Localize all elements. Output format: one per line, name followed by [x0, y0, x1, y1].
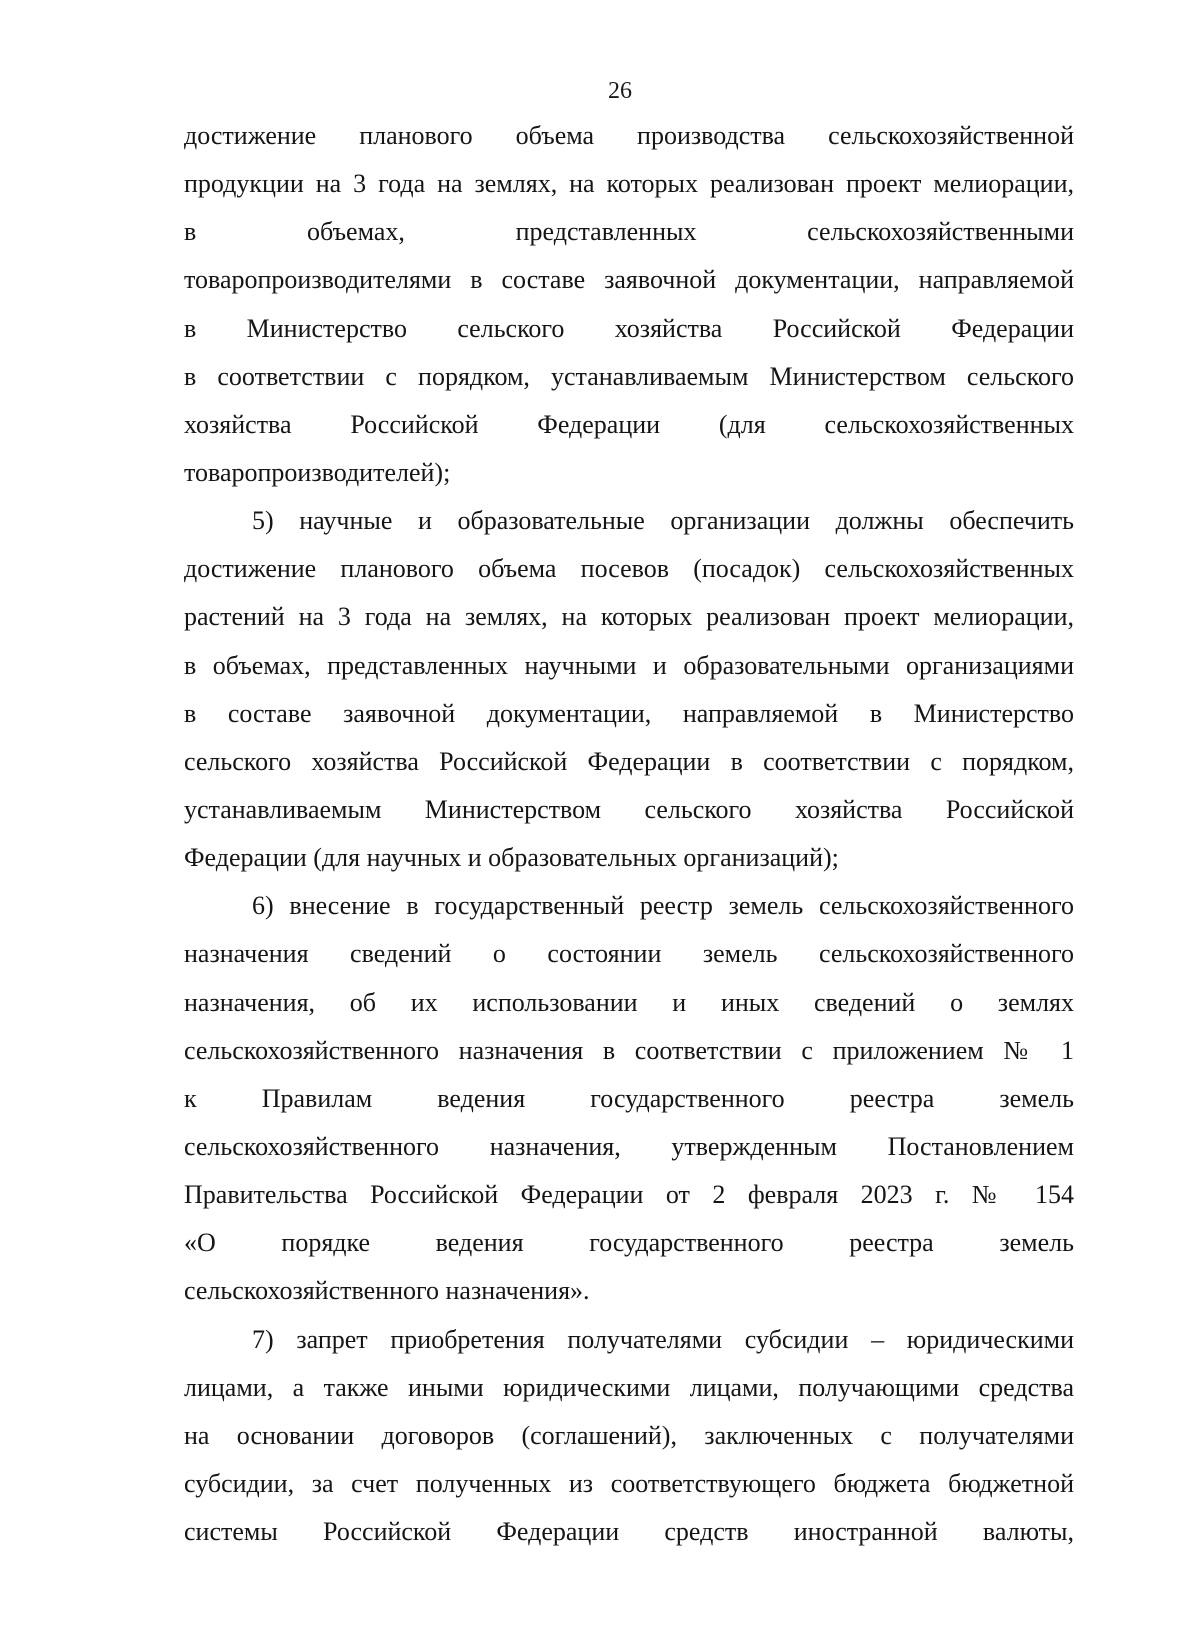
text-line: 6) внесение в государственный реестр земель сельскохозяйственного: [252, 891, 1074, 921]
text-line: к Правилам ведения государственного реестра земель: [184, 1083, 1074, 1113]
text-line: 7) запрет приобретения получателями субсидии – юридическими: [252, 1324, 1074, 1354]
document-body: [184, 112, 1074, 1556]
text-line: в соответствии с порядком, устанавливаемым Министерством сельского: [184, 361, 1074, 391]
text-line: назначения сведений о состоянии земель сельскохозяйственного: [184, 939, 1074, 969]
paragraph-continuation: [184, 112, 1074, 497]
text-line: в объемах, представленных научными и образовательными организациями: [184, 650, 1074, 680]
text-line: товаропроизводителей);: [184, 457, 451, 487]
text-line: сельскохозяйственного назначения в соответствии с приложением № 1: [184, 1035, 1074, 1065]
text-line: «О порядке ведения государственного реестра земель: [184, 1228, 1074, 1258]
paragraph-item-7: [184, 1316, 1074, 1557]
text-line: на основании договоров (соглашений), заключенных с получателями: [184, 1420, 1074, 1450]
text-line: в объемах, представленных сельскохозяйственными: [184, 217, 1074, 247]
text-line: устанавливаемым Министерством сельского хозяйства Российской: [184, 794, 1074, 824]
page-number: 26: [608, 78, 632, 104]
text-line: товаропроизводителями в составе заявочной документации, направляемой: [184, 265, 1074, 295]
text-line: продукции на 3 года на землях, на которых реализован проект мелиорации,: [184, 169, 1074, 199]
text-line: хозяйства Российской Федерации (для сельскохозяйственных: [184, 409, 1074, 439]
text-line: системы Российской Федерации средств иностранной валюты,: [184, 1517, 1074, 1547]
paragraph-item-5: [184, 497, 1074, 882]
text-line: назначения, об их использовании и иных сведений о землях: [184, 987, 1074, 1017]
text-line: сельского хозяйства Российской Федерации в соответствии с порядком,: [184, 746, 1074, 776]
text-line: Федерации (для научных и образовательных организаций);: [184, 843, 839, 873]
text-line: 5) научные и образовательные организации должны обеспечить: [252, 506, 1074, 536]
text-line: в составе заявочной документации, направляемой в Министерство: [184, 698, 1074, 728]
text-line: сельскохозяйственного назначения, утвержденным Постановлением: [184, 1131, 1074, 1161]
text-line: достижение планового объема производства сельскохозяйственной: [184, 121, 1074, 150]
text-line: лицами, а также иными юридическими лицами, получающими средства: [184, 1372, 1074, 1402]
text-line: сельскохозяйственного назначения».: [184, 1276, 590, 1306]
text-line: в Министерство сельского хозяйства Российской Федерации: [184, 313, 1074, 343]
text-line: Правительства Российской Федерации от 2 февраля 2023 г. № 154: [184, 1180, 1074, 1210]
text-line: достижение планового объема посевов (посадок) сельскохозяйственных: [184, 554, 1074, 584]
text-line: растений на 3 года на землях, на которых реализован проект мелиорации,: [184, 602, 1074, 632]
text-line: субсидии, за счет полученных из соответствующего бюджета бюджетной: [184, 1468, 1074, 1498]
paragraph-item-6: [184, 882, 1074, 1315]
